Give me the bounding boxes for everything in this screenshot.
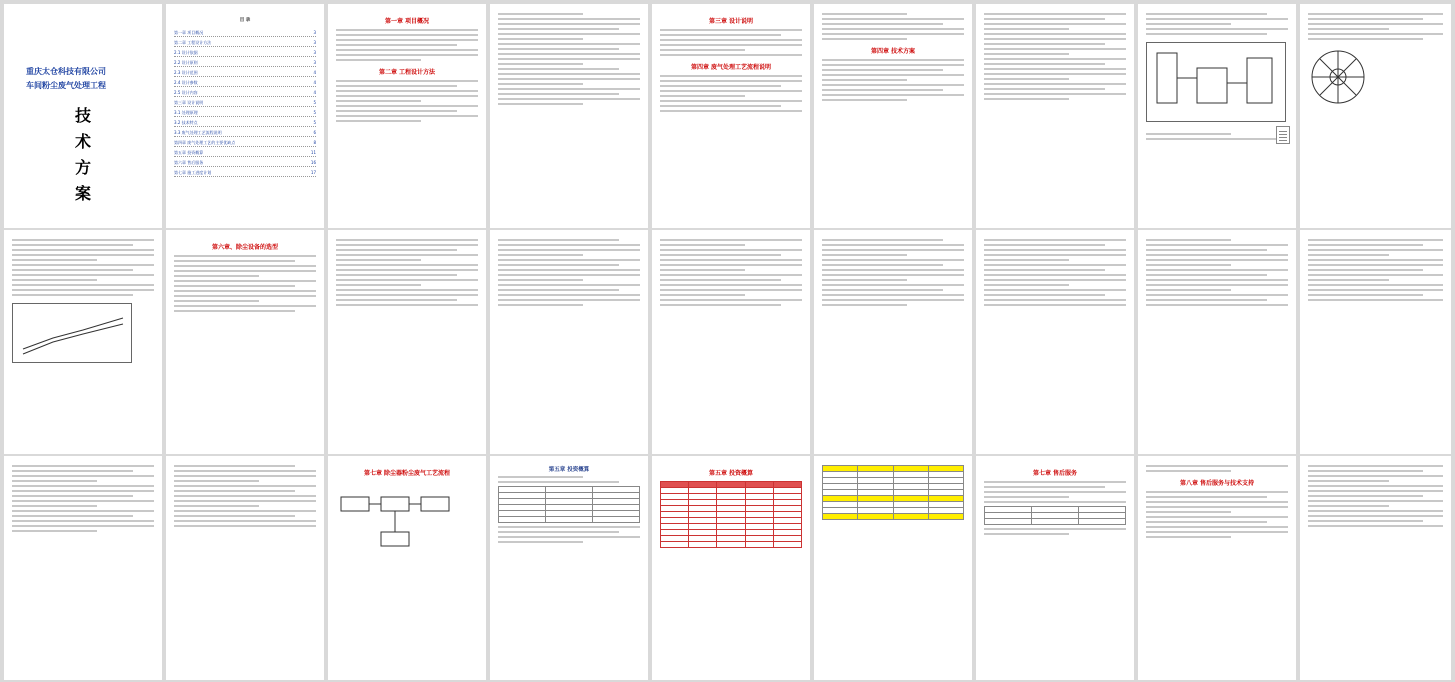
cover-company: 重庆太仓科技有限公司 (26, 67, 106, 76)
toc-entry[interactable]: 2.4 设计参数 4 (174, 80, 316, 85)
page-toc[interactable] (166, 4, 324, 228)
chapter-heading: 第五章 投资概算 (708, 470, 754, 477)
highlight-table (822, 465, 964, 520)
toc-entry[interactable]: 第七章 施工进度计划 17 (174, 170, 316, 175)
page-dust-selection[interactable] (166, 230, 324, 454)
page-tech-plan[interactable] (814, 4, 972, 228)
page-cover[interactable] (4, 4, 162, 228)
page-calculation[interactable] (976, 4, 1134, 228)
toc-entry[interactable]: 3.1 处理原理 5 (174, 110, 316, 115)
page-row3-1[interactable] (4, 456, 162, 680)
page-row3-9[interactable] (1300, 456, 1451, 680)
toc-entry[interactable]: 第三章 设计说明 5 (174, 100, 316, 105)
chapter-heading: 第四章 技术方案 (870, 48, 916, 55)
page-row2-3[interactable] (328, 230, 486, 454)
spec-table (984, 506, 1126, 525)
equipment-table (660, 481, 802, 548)
cyclone-wheel-diagram (1308, 47, 1368, 117)
cover-title: 技 术 方 案 (74, 106, 91, 203)
chapter-heading: 第七章 售后服务 (1032, 470, 1078, 477)
chapter-heading: 第七章 除尘器粉尘废气工艺流程 (363, 470, 451, 477)
page-row2-4[interactable] (490, 230, 648, 454)
page-chapter1[interactable] (328, 4, 486, 228)
toc-entry[interactable]: 第五章 投资概算 11 (174, 150, 316, 155)
toc-entry[interactable]: 2.3 设计范围 4 (174, 70, 316, 75)
data-table (498, 486, 640, 523)
page-row2-8[interactable] (1138, 230, 1296, 454)
page-row2-7[interactable] (976, 230, 1134, 454)
toc-entry[interactable]: 第二章 工程设计方法 3 (174, 40, 316, 45)
page-flowchart[interactable] (328, 456, 486, 680)
page-table[interactable] (490, 456, 648, 680)
toc-heading: 目 录 (239, 18, 251, 23)
chapter-heading: 第二章 工程设计方法 (378, 69, 436, 76)
chapter-heading: 第四章 废气处理工艺流程说明 (690, 64, 772, 71)
table-heading: 第五章 投资概算 (548, 467, 590, 473)
toc-entry[interactable]: 2.1 设计依据 3 (174, 50, 316, 55)
toc-entry[interactable]: 第六章 售后服务 16 (174, 160, 316, 165)
toc-entry[interactable]: 3.2 技术特点 5 (174, 120, 316, 125)
chapter-heading: 第八章 售后服务与技术支持 (1179, 480, 1255, 487)
page-row3-8[interactable] (1138, 456, 1296, 680)
toc-entry[interactable]: 2.5 设计内容 4 (174, 90, 316, 95)
line-chart-figure (12, 303, 132, 363)
page-row3-7[interactable] (976, 456, 1134, 680)
chapter-heading: 第六章、除尘设备的选型 (211, 244, 278, 251)
chapter-heading: 第一章 项目概况 (384, 18, 430, 25)
page-highlight-table[interactable] (814, 456, 972, 680)
page-formula-diagram[interactable] (1138, 4, 1296, 228)
page-row2-5[interactable] (652, 230, 810, 454)
page-chapter3[interactable] (652, 4, 810, 228)
page-row3-2[interactable] (166, 456, 324, 680)
cover-project: 车间粉尘废气处理工程 (26, 81, 106, 90)
chapter-heading: 第三章 设计说明 (708, 18, 754, 25)
page-row2-6[interactable] (814, 230, 972, 454)
toc-entry[interactable]: 3.3 废气处理工艺流程说明 6 (174, 130, 316, 135)
page-design-params[interactable] (490, 4, 648, 228)
page-wheel-diagram[interactable] (1300, 4, 1451, 228)
page-row2-9[interactable] (1300, 230, 1451, 454)
toc-entry[interactable]: 第四章 废气处理工艺的主要优缺点 8 (174, 140, 316, 145)
process-flowchart (336, 487, 476, 567)
toc-list (174, 30, 316, 177)
page-equipment-list[interactable] (652, 456, 810, 680)
document-icon[interactable] (1276, 126, 1290, 144)
toc-entry[interactable]: 2.2 设计原则 3 (174, 60, 316, 65)
toc-entry[interactable]: 第一章 项目概况 3 (174, 30, 316, 35)
process-diagram (1146, 42, 1286, 122)
page-row2-1[interactable] (4, 230, 162, 454)
